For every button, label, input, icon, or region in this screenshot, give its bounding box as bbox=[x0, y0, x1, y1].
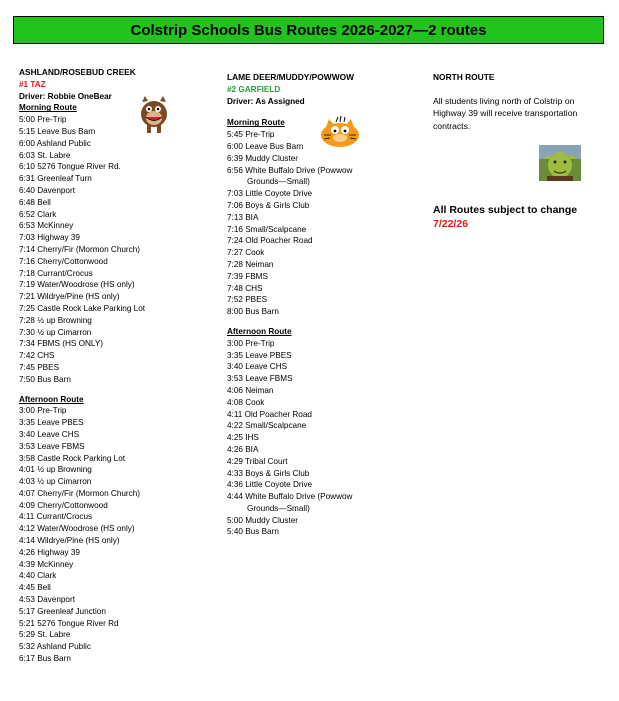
afternoon-heading: Afternoon Route bbox=[19, 394, 84, 404]
stop-item: 7:03 Little Coyote Drive bbox=[227, 189, 313, 199]
stop-item: 8:00 Bus Barn bbox=[227, 307, 279, 317]
stop-item: 5:45 Pre-Trip bbox=[227, 130, 275, 140]
stop-item: 5:00 Pre-Trip bbox=[19, 115, 67, 125]
stop-item: 5:29 St. Labre bbox=[19, 630, 71, 640]
stop-item: 5:15 Leave Bus Barn bbox=[19, 126, 96, 136]
stop-item: 4:12 Water/Woodrose (HS only) bbox=[19, 524, 135, 534]
route-name: LAME DEER/MUDDY/POWWOW bbox=[227, 72, 355, 82]
page-title: Colstrip Schools Bus Routes 2026-2027—2 routes bbox=[130, 21, 487, 39]
morning-heading: Morning Route bbox=[19, 103, 77, 113]
bus-number: #2 GARFIELD bbox=[227, 84, 281, 94]
title-banner bbox=[13, 16, 604, 44]
stop-item: 6:00 Ashland Public bbox=[19, 138, 91, 148]
north-route-column bbox=[433, 72, 603, 132]
stop-item: 7:34 FBMS (HS ONLY) bbox=[19, 339, 104, 349]
stop-item: 4:22 Small/Scalpcane bbox=[227, 421, 307, 431]
route-lamedeer-column bbox=[227, 72, 407, 538]
stop-item: 3:40 Leave CHS bbox=[19, 429, 80, 439]
morning-stops bbox=[227, 129, 407, 176]
stop-item: 7:16 Small/Scalpcane bbox=[227, 224, 307, 234]
stop-item: 5:17 Greenleaf Junction bbox=[19, 606, 106, 616]
change-notice bbox=[433, 203, 613, 231]
stop-item: 6:53 McKinney bbox=[19, 221, 74, 231]
stop-item: 7:28 ½ up Browning bbox=[19, 315, 92, 325]
bus-number: #1 TAZ bbox=[19, 79, 46, 89]
stop-item: 4:53 Davenport bbox=[19, 595, 75, 605]
stop-item: 6:48 Bell bbox=[19, 197, 51, 207]
stop-continuation: Grounds—Small) bbox=[247, 177, 310, 187]
stop-item: 4:29 Tribal Court bbox=[227, 456, 288, 466]
stop-item: 7:21 Wildrye/Pine (HS only) bbox=[19, 292, 120, 302]
stop-item: 4:08 Cook bbox=[227, 397, 265, 407]
shrek-mascot-image bbox=[539, 145, 581, 181]
stop-item: 6:39 Muddy Cluster bbox=[227, 153, 298, 163]
stop-item: 7:18 Currant/Crocus bbox=[19, 268, 93, 278]
stop-item: 4:26 Highway 39 bbox=[19, 547, 80, 557]
stop-item: 7:48 CHS bbox=[227, 283, 263, 293]
stop-item: 4:26 BIA bbox=[227, 444, 259, 454]
stop-item: 7:45 PBES bbox=[19, 362, 60, 372]
stop-item: 6:10 5276 Tongue River Rd. bbox=[19, 162, 121, 172]
stop-item: 4:44 White Buffalo Drive (Powwow bbox=[227, 492, 353, 502]
stop-item: 6:00 Leave Bus Barn bbox=[227, 141, 304, 151]
stop-item: 7:39 FBMS bbox=[227, 271, 268, 281]
stop-item: 7:28 Neiman bbox=[227, 259, 274, 269]
stop-item: 3:00 Pre-Trip bbox=[227, 338, 275, 348]
change-notice-date: 7/22/26 bbox=[433, 218, 469, 230]
stop-item: 4:39 McKinney bbox=[19, 559, 74, 569]
stop-item: 4:36 Little Coyote Drive bbox=[227, 480, 313, 490]
driver-name: Driver: Robbie OneBear bbox=[19, 91, 112, 101]
stop-item: 7:52 PBES bbox=[227, 295, 268, 305]
stop-item: 4:09 Cherry/Cottonwood bbox=[19, 500, 108, 510]
stop-item: 3:00 Pre-Trip bbox=[19, 406, 67, 416]
stop-item: 3:53 Leave FBMS bbox=[227, 374, 293, 384]
stop-item: 5:32 Ashland Public bbox=[19, 642, 91, 652]
morning-stops-rest bbox=[227, 188, 407, 318]
route-name: ASHLAND/ROSEBUD CREEK bbox=[19, 67, 136, 77]
stop-item: 7:42 CHS bbox=[19, 351, 55, 361]
stop-item: 7:25 Castle Rock Lake Parking Lot bbox=[19, 303, 146, 313]
stop-item: 7:27 Cook bbox=[227, 248, 265, 258]
morning-heading: Morning Route bbox=[227, 118, 285, 128]
stop-item: 6:56 White Buffalo Drive (Powwow bbox=[227, 165, 353, 175]
stop-item: 4:14 Wildrye/Pine (HS only) bbox=[19, 536, 120, 546]
stop-item: 3:53 Leave FBMS bbox=[19, 441, 85, 451]
north-route-note: All students living north of Colstrip on Highway 39 will receive transportation contracts. bbox=[433, 95, 578, 131]
route-name: NORTH ROUTE bbox=[433, 72, 495, 82]
stop-item: 4:06 Neiman bbox=[227, 385, 274, 395]
stop-item: 4:33 Boys & Girls Club bbox=[227, 468, 310, 478]
stop-continuation: Grounds—Small) bbox=[247, 503, 310, 513]
taz-mascot-image bbox=[136, 92, 172, 134]
stop-item: 4:11 Currant/Crocus bbox=[19, 512, 93, 522]
stop-item: 4:03 ½ up Cimarron bbox=[19, 477, 92, 487]
stop-item: 4:01 ½ up Browning bbox=[19, 465, 92, 475]
stop-item: 6:31 Greenleaf Turn bbox=[19, 174, 92, 184]
stop-item: 7:03 Highway 39 bbox=[19, 233, 80, 243]
stop-item: 7:24 Old Poacher Road bbox=[227, 236, 313, 246]
stop-item: 4:40 Clark bbox=[19, 571, 57, 581]
afternoon-stops bbox=[19, 405, 214, 665]
stop-item: 6:52 Clark bbox=[19, 209, 57, 219]
stop-item: 3:35 Leave PBES bbox=[227, 350, 292, 360]
stop-item: 7:06 Boys & Girls Club bbox=[227, 200, 310, 210]
stop-item: 6:17 Bus Barn bbox=[19, 654, 71, 664]
stop-item: 4:11 Old Poacher Road bbox=[227, 409, 312, 419]
afternoon-stops bbox=[227, 338, 407, 503]
driver-name: Driver: As Assigned bbox=[227, 96, 305, 106]
stop-item: 7:14 Cherry/Fir (Mormon Church) bbox=[19, 244, 141, 254]
afternoon-heading: Afternoon Route bbox=[227, 326, 292, 336]
stop-item: 4:25 IHS bbox=[227, 433, 259, 443]
stop-item: 6:40 Davenport bbox=[19, 185, 75, 195]
morning-stops bbox=[19, 114, 214, 385]
stop-item: 3:35 Leave PBES bbox=[19, 418, 84, 428]
stop-item: 4:45 Bell bbox=[19, 583, 51, 593]
stop-item: 5:21 5276 Tongue River Rd bbox=[19, 618, 119, 628]
stop-item: 3:40 Leave CHS bbox=[227, 362, 288, 372]
stop-item: 5:40 Bus Barn bbox=[227, 527, 279, 537]
stop-item: 5:00 Muddy Cluster bbox=[227, 515, 298, 525]
stop-item: 4:07 Cherry/Fir (Mormon Church) bbox=[19, 488, 141, 498]
change-notice-text: All Routes subject to change bbox=[433, 204, 578, 216]
afternoon-stops-rest bbox=[227, 515, 407, 539]
stop-item: 7:50 Bus Barn bbox=[19, 374, 71, 384]
stop-item: 7:30 ½ up Cimarron bbox=[19, 327, 92, 337]
garfield-mascot-image bbox=[318, 113, 362, 149]
stop-item: 7:13 BIA bbox=[227, 212, 259, 222]
stop-item: 7:16 Cherry/Cottonwood bbox=[19, 256, 108, 266]
stop-item: 7:19 Water/Woodrose (HS only) bbox=[19, 280, 135, 290]
route-ashland-column bbox=[19, 67, 214, 665]
stop-item: 3:58 Castle Rock Parking Lot bbox=[19, 453, 126, 463]
stop-item: 6:03 St. Labre bbox=[19, 150, 71, 160]
